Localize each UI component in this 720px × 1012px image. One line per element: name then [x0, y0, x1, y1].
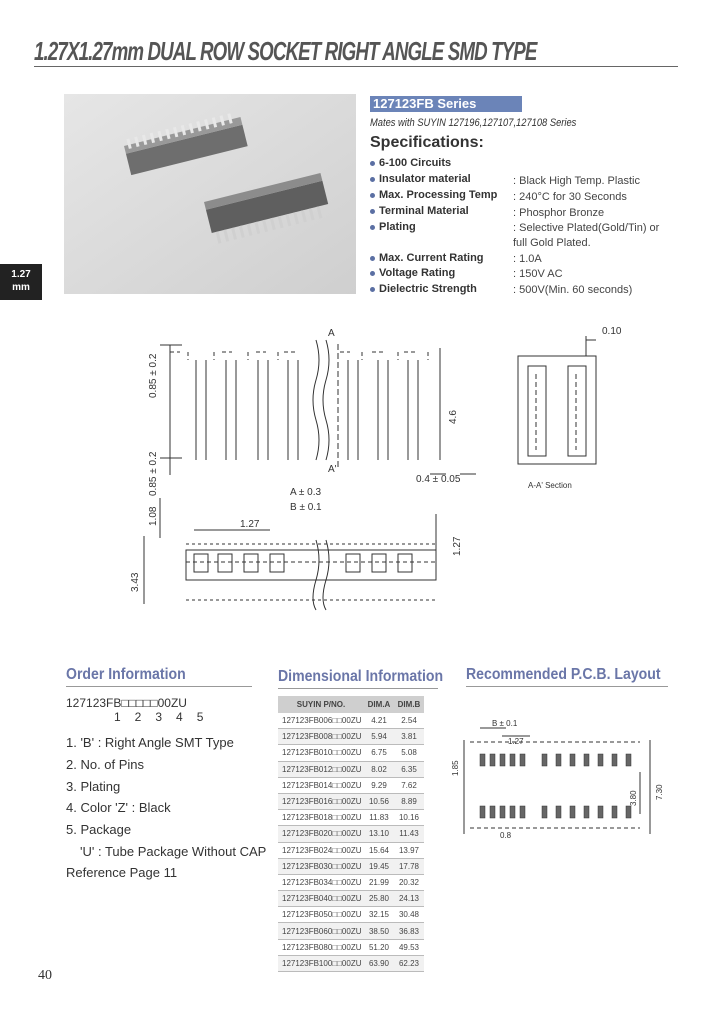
column-header: SUYIN P/NO.: [278, 696, 364, 713]
part-number-cell: 127123FB014□□00ZU: [278, 777, 364, 793]
side-tab: [0, 264, 42, 300]
dim-b-cell: 6.35: [394, 761, 424, 777]
dim-b-cell: 7.62: [394, 777, 424, 793]
dim-a-cell: 15.64: [364, 842, 394, 858]
pcb-layout-heading: Recommended P.C.B. Layout: [466, 666, 661, 683]
bullet-icon: [370, 209, 375, 214]
part-number-cell: 127123FB060□□00ZU: [278, 923, 364, 939]
table-row: [278, 858, 424, 874]
dim-b-cell: 49.53: [394, 939, 424, 955]
dim-a-cell: 19.45: [364, 858, 394, 874]
table-row: [278, 729, 424, 745]
dim-a-cell: 32.15: [364, 907, 394, 923]
pcb-layout-drawing: [440, 710, 680, 850]
dim-b-cell: 10.16: [394, 810, 424, 826]
part-number-cell: 127123FB034□□00ZU: [278, 874, 364, 890]
table-row: [278, 891, 424, 907]
order-line: 4. Color 'Z' : Black: [66, 800, 171, 815]
spec-value: : Black High Temp. Plastic: [513, 175, 640, 187]
side-tab-line1: 1.27: [11, 269, 31, 280]
spec-row: [370, 252, 484, 264]
dim-a-cell: 9.29: [364, 777, 394, 793]
pcb-dim-b: B ± 0.1: [492, 719, 518, 728]
bullet-icon: [370, 225, 375, 230]
dim-b-cell: 36.83: [394, 923, 424, 939]
dim-a-cell: 38.50: [364, 923, 394, 939]
dim-a-cell: 11.83: [364, 810, 394, 826]
spec-row: [370, 189, 497, 201]
spec-label: Insulator material: [379, 173, 471, 185]
dim-a: A ± 0.3: [290, 487, 322, 498]
dim-085-bottom: 0.85 ± 0.2: [148, 451, 159, 496]
spec-label: Dielectric Strength: [379, 283, 477, 295]
dim-a-cell: 63.90: [364, 955, 394, 971]
table-row: [278, 923, 424, 939]
spec-label: Max. Current Rating: [379, 252, 484, 264]
part-number-cell: 127123FB080□□00ZU: [278, 939, 364, 955]
dim-a-cell: 8.02: [364, 761, 394, 777]
part-number-cell: 127123FB010□□00ZU: [278, 745, 364, 761]
table-row: [278, 713, 424, 729]
table-row: [278, 793, 424, 809]
part-number-cell: 127123FB012□□00ZU: [278, 761, 364, 777]
bullet-icon: [370, 193, 375, 198]
pcb-layout-divider: [466, 686, 668, 687]
table-row: [278, 874, 424, 890]
bullet-icon: [370, 161, 375, 166]
spec-label: Plating: [379, 221, 416, 233]
dim-a-cell: 51.20: [364, 939, 394, 955]
spec-label: Max. Processing Temp: [379, 189, 498, 201]
spec-label: 6-100 Circuits: [379, 157, 452, 169]
order-part-indices: 12345: [114, 710, 218, 724]
table-row: [278, 761, 424, 777]
dim-b-cell: 13.97: [394, 842, 424, 858]
pcb-dim-380: 3.80: [629, 790, 638, 806]
dim-b-cell: 24.13: [394, 891, 424, 907]
bullet-icon: [370, 256, 375, 261]
part-number-cell: 127123FB040□□00ZU: [278, 891, 364, 907]
table-row: [278, 810, 424, 826]
spec-value: : Phosphor Bronze: [513, 207, 605, 219]
dim-343: 3.43: [130, 572, 141, 592]
dim-b-cell: 20.32: [394, 874, 424, 890]
dim-b-cell: 62.23: [394, 955, 424, 971]
dim-085-top: 0.85 ± 0.2: [148, 353, 159, 398]
bullet-icon: [370, 271, 375, 276]
dim-b-cell: 5.08: [394, 745, 424, 761]
section-label: A-A' Section: [528, 481, 572, 490]
order-line: 'U' : Tube Package Without CAP: [80, 844, 267, 859]
title-divider: [34, 66, 678, 67]
order-line: 5. Package: [66, 822, 132, 837]
dim-a-cell: 13.10: [364, 826, 394, 842]
page-title: 1.27X1.27mm DUAL ROW SOCKET RIGHT ANGLE SMD TYPE: [34, 36, 537, 66]
dim-127-vertical: 1.27: [452, 536, 463, 556]
table-header-row: [278, 696, 424, 713]
part-number-cell: 127123FB008□□00ZU: [278, 729, 364, 745]
dim-a-cell: 4.21: [364, 713, 394, 729]
order-line: 2. No. of Pins: [66, 757, 145, 772]
series-label: 127123FB Series: [370, 96, 522, 112]
order-line: 3. Plating: [66, 779, 121, 794]
dimensional-table: [278, 696, 424, 972]
dim-127: 1.27: [240, 519, 260, 530]
dim-46: 4.6: [448, 410, 459, 424]
dim-b: B ± 0.1: [290, 502, 322, 513]
column-header: DIM.A: [364, 696, 394, 713]
spec-row: [370, 173, 471, 185]
dim-a-cell: 10.56: [364, 793, 394, 809]
dim-04: 0.4 ± 0.05: [416, 474, 461, 485]
order-part-number: 127123FB□□□□□00ZU: [66, 696, 187, 710]
bullet-icon: [370, 287, 375, 292]
column-header: DIM.B: [394, 696, 424, 713]
spec-row: [370, 157, 451, 169]
table-row: [278, 745, 424, 761]
order-line: Reference Page 11: [66, 865, 178, 880]
part-number-cell: 127123FB100□□00ZU: [278, 955, 364, 971]
dim-a-cell: 6.75: [364, 745, 394, 761]
section-mark-a: A: [328, 328, 335, 339]
pcb-dim-08: 0.8: [500, 831, 512, 840]
spec-value: : Selective Plated(Gold/Tin) or: [513, 222, 660, 234]
specifications-heading: Specifications:: [370, 134, 484, 151]
spec-row: [370, 221, 416, 233]
page-number: 40: [38, 968, 52, 983]
part-number-cell: 127123FB024□□00ZU: [278, 842, 364, 858]
spec-value: full Gold Plated.: [513, 237, 591, 249]
part-number-cell: 127123FB050□□00ZU: [278, 907, 364, 923]
part-number-cell: 127123FB018□□00ZU: [278, 810, 364, 826]
pcb-dim-127: 1.27: [508, 737, 524, 746]
order-info-heading: Order Information: [66, 666, 186, 683]
spec-label: Voltage Rating: [379, 267, 456, 279]
connector-illustration: [64, 94, 356, 294]
spec-row: [370, 267, 455, 279]
spec-label: Terminal Material: [379, 205, 469, 217]
spec-value: : 240°C for 30 Seconds: [513, 191, 627, 203]
part-number-cell: 127123FB006□□00ZU: [278, 713, 364, 729]
dim-b-cell: 2.54: [394, 713, 424, 729]
spec-row: [370, 205, 469, 217]
dim-a-cell: 25.80: [364, 891, 394, 907]
dim-a-cell: 5.94: [364, 729, 394, 745]
spec-value: : 500V(Min. 60 seconds): [513, 284, 633, 296]
dimensional-info-divider: [278, 688, 438, 689]
part-number-cell: 127123FB030□□00ZU: [278, 858, 364, 874]
order-info-divider: [66, 686, 252, 687]
spec-value: : 1.0A: [513, 253, 542, 265]
bullet-icon: [370, 177, 375, 182]
table-row: [278, 777, 424, 793]
dim-b-cell: 30.48: [394, 907, 424, 923]
side-tab-line2: mm: [12, 282, 30, 293]
dim-b-cell: 11.43: [394, 826, 424, 842]
pcb-dim-730: 7.30: [655, 784, 664, 800]
table-row: [278, 826, 424, 842]
dim-b-cell: 17.78: [394, 858, 424, 874]
table-row: [278, 842, 424, 858]
spec-row: [370, 283, 477, 295]
dimensional-info-heading: Dimensional Information: [278, 668, 444, 685]
dim-010: 0.10: [602, 326, 622, 337]
table-row: [278, 907, 424, 923]
table-row: [278, 939, 424, 955]
product-photo: [64, 94, 356, 294]
table-row: [278, 955, 424, 971]
pcb-dim-185: 1.85: [451, 760, 460, 776]
part-number-cell: 127123FB016□□00ZU: [278, 793, 364, 809]
order-line: 1. 'B' : Right Angle SMT Type: [66, 735, 234, 750]
spec-value: : 150V AC: [513, 268, 563, 280]
dim-108: 1.08: [148, 506, 159, 526]
part-number-cell: 127123FB020□□00ZU: [278, 826, 364, 842]
section-mark-a-prime: A': [328, 464, 337, 475]
technical-drawing: [0, 300, 720, 620]
dim-a-cell: 21.99: [364, 874, 394, 890]
dim-b-cell: 3.81: [394, 729, 424, 745]
dim-b-cell: 8.89: [394, 793, 424, 809]
mates-with-text: Mates with SUYIN 127196,127107,127108 Series: [370, 117, 577, 129]
